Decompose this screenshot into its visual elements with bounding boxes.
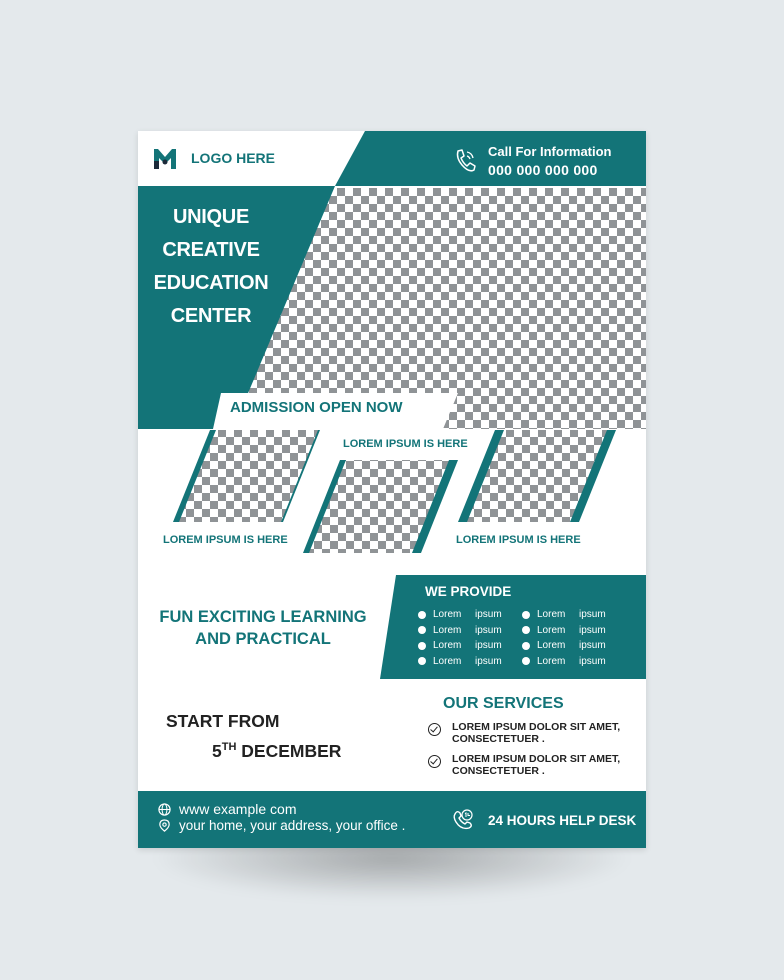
support-phone-icon: [451, 808, 475, 832]
provide-item: Lorem ipsum: [522, 639, 618, 653]
bullet-icon: [418, 657, 426, 665]
location-pin-icon: [158, 819, 171, 833]
bullet-icon: [418, 642, 426, 650]
gallery-photo-2: [303, 460, 458, 553]
headline-line: CREATIVE: [162, 239, 260, 261]
globe-icon: [158, 803, 171, 816]
provide-item: Lorem ipsum: [418, 655, 522, 669]
provide-item: Lorem ipsum: [418, 639, 522, 653]
service-item: LOREM IPSUM DOLOR SIT AMET, CONSECTETUER .: [428, 753, 620, 777]
provide-item: Lorem ipsum: [522, 608, 618, 622]
provide-item: Lorem ipsum: [418, 608, 522, 622]
footer-website: www example com: [158, 801, 296, 817]
logo: [153, 147, 275, 169]
service-item: LOREM IPSUM DOLOR SIT AMET, CONSECTETUER .: [428, 721, 620, 745]
bullet-icon: [522, 642, 530, 650]
provide-item: Lorem ipsum: [418, 624, 522, 638]
start-day: 5TH DECEMBER: [212, 740, 342, 761]
tagline-line: FUN EXCITING LEARNING: [159, 608, 367, 626]
headline: [144, 201, 278, 333]
gallery-caption-2: LOREM IPSUM IS HERE: [343, 438, 468, 450]
footer-help: 24 HOURS HELP DESK: [451, 808, 636, 832]
bullet-icon: [522, 611, 530, 619]
bullet-icon: [522, 626, 530, 634]
gallery-photo-1: [173, 430, 320, 522]
check-circle-icon: [428, 755, 441, 768]
services-title: OUR SERVICES: [443, 695, 564, 712]
footer-address: your home, your address, your office .: [158, 818, 405, 833]
call-info: [454, 144, 612, 178]
phone-icon: [454, 148, 476, 174]
provide-title: WE PROVIDE: [425, 584, 512, 599]
bullet-icon: [418, 626, 426, 634]
flyer-shadow: [150, 840, 634, 900]
logo-mark-icon: [153, 147, 177, 169]
gallery-photo-3: [458, 430, 616, 522]
tagline-line: AND PRACTICAL: [195, 630, 331, 648]
bullet-icon: [522, 657, 530, 665]
headline-line: EDUCATION: [153, 272, 269, 294]
logo-text: LOGO HERE: [191, 150, 276, 166]
tagline: [148, 606, 378, 650]
provide-item: Lorem ipsum: [522, 624, 618, 638]
start-label: START FROM: [166, 711, 280, 731]
admission-text: ADMISSION OPEN NOW: [230, 399, 403, 416]
headline-line: CENTER: [170, 305, 252, 327]
flyer: [138, 131, 646, 848]
bullet-icon: [418, 611, 426, 619]
start-date: [166, 708, 341, 764]
gallery-caption-1: LOREM IPSUM IS HERE: [163, 534, 288, 546]
phone-number: 000 000 000 000: [488, 162, 598, 178]
call-label: Call For Information: [488, 144, 612, 159]
check-circle-icon: [428, 723, 441, 736]
provide-item: Lorem ipsum: [522, 655, 618, 669]
provide-list: [418, 608, 618, 668]
gallery-caption-3: LOREM IPSUM IS HERE: [456, 534, 581, 546]
headline-line: UNIQUE: [173, 206, 249, 228]
